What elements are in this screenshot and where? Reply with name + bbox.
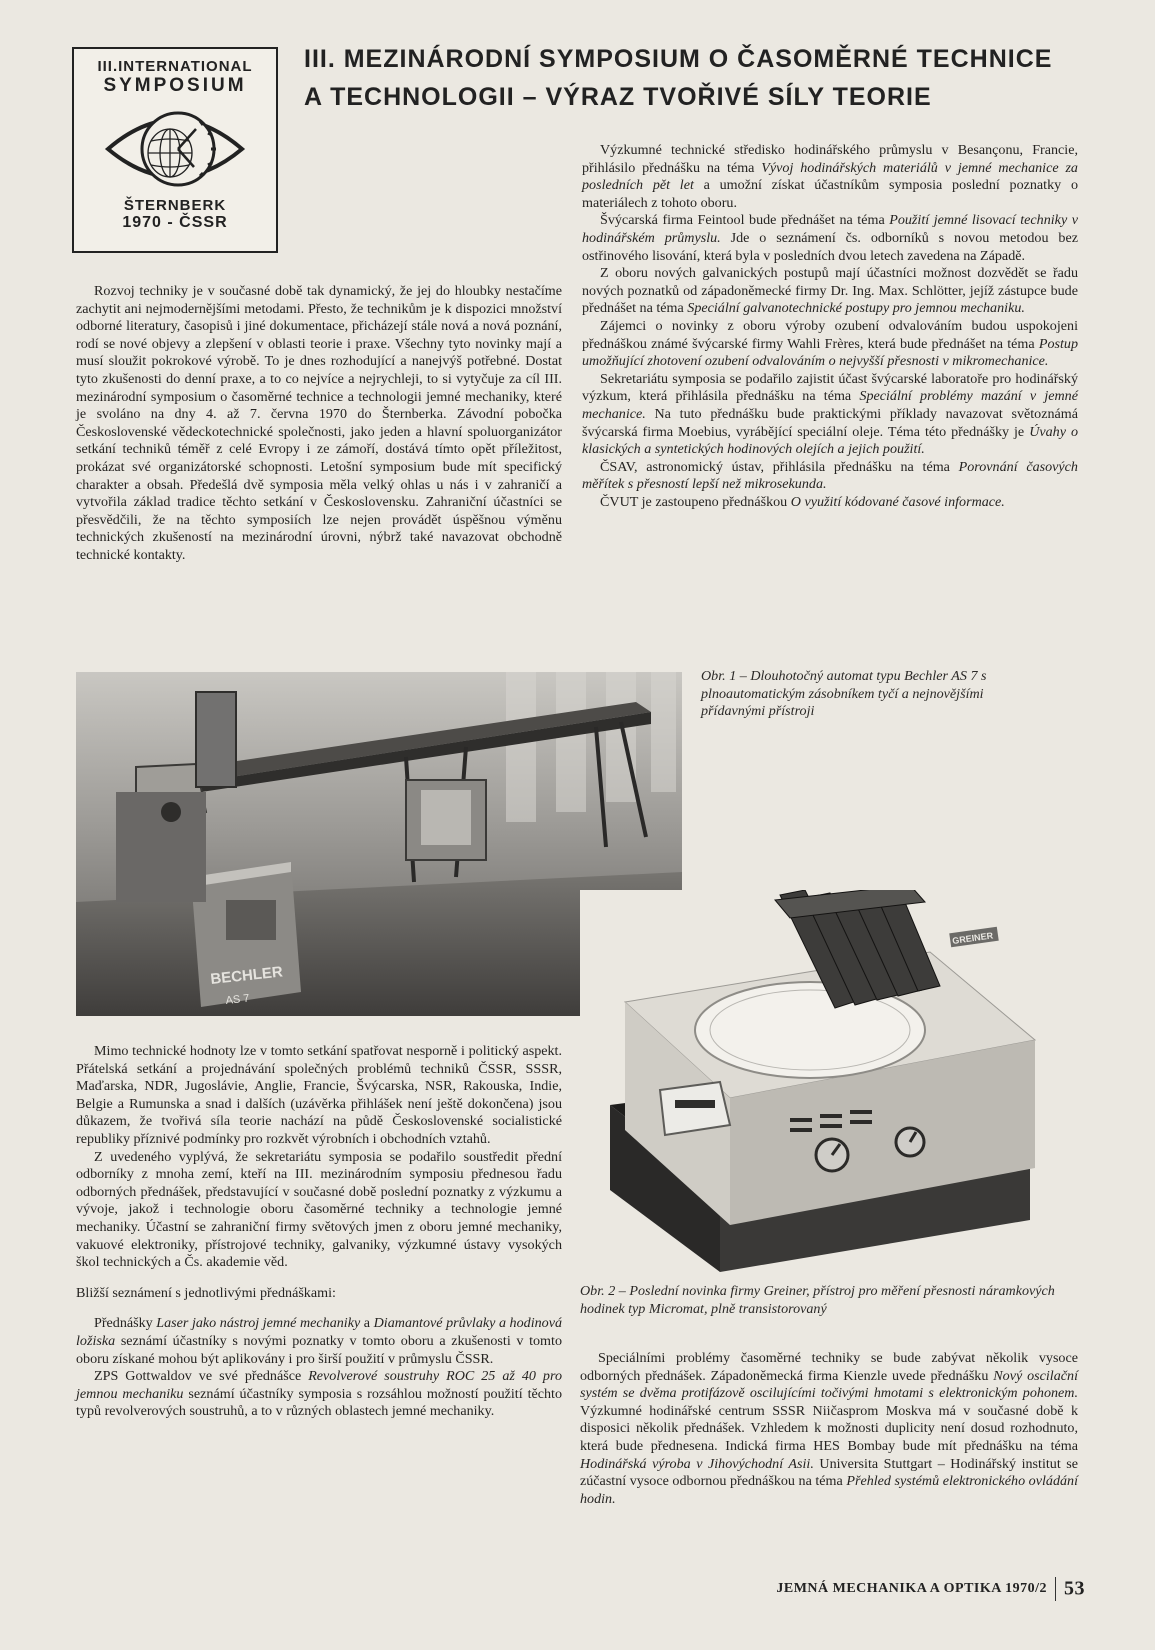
text-span: ZPS Gottwaldov ve své přednášce xyxy=(94,1368,309,1385)
machine-brand-label: BECHLER xyxy=(209,963,284,988)
right-column-top xyxy=(582,142,1078,511)
lecture-paragraph xyxy=(582,318,1078,371)
text-span: a umožní získat účastníkům symposia poslední poznatky o materiálech z tohoto oboru. xyxy=(582,177,1078,211)
text-span: Z oboru nových galvanických postupů mají účastníci možnost dozvědět se řadu nových poznatků od západoněmecké firmy Dr. Ing. Max. Schlötter, jejíž zástupce bude přednášet na téma xyxy=(582,265,1078,317)
lecture-paragraph xyxy=(582,142,1078,212)
eye-globe-clock-icon xyxy=(100,97,250,197)
lecture-title: Postup umožňující zhotovení ozubení odvalováním o nejvyšší přesnosti v mikromechanice. xyxy=(582,335,1078,370)
figure-1-caption: Obr. 1 – Dlouhotočný automat typu Bechler AS 7 s plnoautomatickým zásobníkem tyčí a nejnovějšími přídavnými přístroji xyxy=(701,668,987,720)
lecture-paragraph xyxy=(582,265,1078,318)
lecture-paragraph xyxy=(582,371,1078,459)
text-span: Zájemci o novinky z oboru výroby ozubení odvalováním budou uspokojeni přednáškou známé švýcarské firmy Wahli Frères, která bude přednášet na téma xyxy=(582,317,1078,352)
left-column-bottom xyxy=(76,1043,562,1421)
text-span: ČSAV, astronomický ústav, přihlásila přednášku na téma xyxy=(600,458,959,475)
text-span: Speciálními problémy časoměrné techniky se bude zabývat několik vysoce odborných přednášek. Západoněmecká firma Kienzle uvede přednášku xyxy=(580,1350,1078,1384)
left-column-top xyxy=(76,283,562,565)
lecture-paragraph xyxy=(582,494,1078,512)
text-span: Sekretariátu symposia se podařilo zajistit účast švýcarské laboratoře pro hodinářský výzkum, která přihlásila přednášku na téma xyxy=(582,370,1078,405)
logo-line-3: ŠTERNBERK xyxy=(123,197,227,214)
lecture-title: Speciální problémy mazání v jemné mechanice. xyxy=(582,388,1078,422)
lecture-paragraph xyxy=(582,459,1078,494)
lecture-title: Použití jemné lisovací techniky v hodinářském průmyslu. xyxy=(582,212,1078,246)
lecture-title: Porovnání časových měřítek s přesností lepší než mikrosekunda. xyxy=(582,458,1078,493)
lecture-title: Speciální galvanotechnické postupy pro jemnou mechaniku. xyxy=(687,300,1025,317)
lecture-title: Hodinářská výroba v Jihovýchodní Asii. xyxy=(580,1455,814,1472)
headline-line-2: A TECHNOLOGII – VÝRAZ TVOŘIVÉ SÍLY TEORIE xyxy=(304,83,932,111)
article-headline xyxy=(304,40,1094,116)
text-span: seznámí účastníky s novými poznatky v tomto oboru a zkušenosti v tomto oboru získané mohou být aplikovány i pro širší použití v průmyslu ČSSR. xyxy=(76,1332,562,1367)
lecture-title: Diamantové průvlaky a hodinová ložiska xyxy=(76,1315,563,1349)
text-span: ČVUT je zastoupeno přednáškou xyxy=(600,493,791,510)
journal-name: JEMNÁ MECHANIKA A OPTIKA 1970/2 xyxy=(776,1581,1047,1597)
symposium-logo xyxy=(72,47,278,253)
text-span: Přednášky xyxy=(94,1315,157,1332)
footer-divider xyxy=(1055,1577,1056,1601)
laser-lecture-paragraph xyxy=(76,1315,562,1368)
text-span: Výzkumné hodinářské centrum SSSR Niičasprom Moskva má v současné době k disposici několik přednášek. Vzhledem k možnosti duplicity není dosud rozhodnuto, která bude přednesena. Indická firma HES Bombay bude mít přednášku na téma xyxy=(580,1402,1078,1454)
text-span: Universita Stuttgart – Hodinářský institut se zúčastní vysoce odbornou přednáškou na téma xyxy=(580,1455,1079,1490)
lecture-title: Nový oscilační systém se dvěma protifázově oscilujícími točivými hmotami s elektronickým pohonem. xyxy=(580,1367,1078,1402)
text-span: Švýcarská firma Feintool bude přednášet na téma xyxy=(600,212,890,229)
text-span: Na tuto přednášku bude praktickými příklady navazovat světoznámá švýcarská firma Moebius, vyrábějící speciální oleje. Téma této přednášky je xyxy=(582,405,1078,440)
lecture-title: O využití kódované časové informace. xyxy=(790,493,1005,510)
micromat-device-photo xyxy=(580,890,1095,1275)
politics-paragraph: Mimo technické hodnoty lze v tomto setkání spatřovat nesporně i politický aspekt. Přátelská setkání a projednávání společných problémů techniků ČSSR, SSSR, Maďarska, NDR, Jugoslávie, Anglie, Francie, Švýcarska, NSR, Rakouska, Indie, Belgie a Rumunska a snad i dalších (uzávěrka přihlášek není ještě dokončena) jsou důkazem, že tvořivá síla teorie nachází na půdě Československé socialistické republiky příznivé podmínky pro rozkvět výrobních i obchodních vztahů. xyxy=(76,1043,562,1147)
logo-line-1: III.INTERNATIONAL xyxy=(97,58,253,75)
right-column-bottom xyxy=(580,1350,1078,1508)
logo-line-2: SYMPOSIUM xyxy=(103,75,247,96)
page-footer xyxy=(776,1577,1085,1601)
figure-2-caption: Obr. 2 – Poslední novinka firmy Greiner, přístroj pro měření přesnosti náramkových hodinek typ Micromat, plně transistorovaný xyxy=(580,1283,1055,1317)
machine-model-label: AS 7 xyxy=(225,992,251,1007)
photo-greiner-micromat xyxy=(580,890,1095,1275)
lecture-title: Vývoj hodinářských materiálů v jemné mechanice za posledních pět let xyxy=(582,159,1078,194)
page-number: 53 xyxy=(1064,1577,1085,1600)
device-brand-label: GREINER xyxy=(951,930,994,947)
text-span: Výzkumné technické středisko hodinářského průmyslu v Besançonu, Francie, přihlásilo přednášku na téma xyxy=(582,142,1078,176)
summary-paragraph: Z uvedeného vyplývá, že sekretariátu symposia se podařilo soustředit přední odborníky z mnoha zemí, kteří na III. mezinárodním symposiu přednesou řadu odborných přednášek, představující v současné době poslední poznatky z výzkumu a vývoje, jakož i technologie oboru časoměrné techniky a technologie jemné mechaniky. Účastní se zahraniční firmy světových jmen z oboru jemné mechaniky, vakuové elektroniky, přístrojové techniky, galvaniky, výzkumné ústavy vysokých škol technických a Čs. akademie věd. xyxy=(76,1148,562,1271)
lecture-paragraph xyxy=(582,212,1078,265)
lecture-title: Úvahy o klasických a syntetických hodinových olejích a jejich použití. xyxy=(582,423,1078,458)
lecture-title: Přehled systémů elektronického ovládání hodin. xyxy=(580,1473,1078,1507)
headline-line-1: III. MEZINÁRODNÍ SYMPOSIUM O ČASOMĚRNÉ TECHNICE xyxy=(304,45,1053,73)
zps-lecture-paragraph xyxy=(76,1368,562,1421)
text-span: seznámí účastníky symposia s rozsáhlou možností použití těchto typů revolverových soustruhů, a to v různých oblastech jemné mechaniky. xyxy=(76,1385,562,1420)
lecture-title: Laser jako nástroj jemné mechaniky xyxy=(156,1315,361,1332)
intro-paragraph: Rozvoj techniky je v současné době tak dynamický, že jej do hloubky nestačíme zachytit ani nejmodernějšími metodami. Přesto, že technikům je k dispozici množství odborné literatury, časopisů i jiné dokumentace, přicházejí stále nová a nová poznání, rodí se nové objevy a zlepšení v oblasti teorie i praxe. Všechny tyto novinky mají a musí sloužit pokrokové výrobě. To je dnes rozhodující a nanejvýš potřebné. Dostat tyto zkušenosti do denní praxe, a to co nejvíce a nejrychleji, to si vytyčuje za cíl III. mezinárodní symposium o časoměrné technice a technologii jemné mechaniky, které je svoláno na dny 4. až 7. června 1970 do Šternberka. Závodní pobočka Československé vědeckotechnické společnosti, jako jeden a hlavní spoluorganizátor setkání techniků téměř z celé Evropy i ze zámoří, dostává tímto opět příležitost, prokázat své organizátorské schopnosti. Letošní symposium bude mít specifický charakter a obsah. Předešlá dvě symposia měla velký ohlas u nás i v zahraničí a vytvořila základ tradice těchto setkání v Československu. Zahraniční účastníci se přesvědčili, že na těchto symposiích lze nejen provádět úspěšnou výměnu technických zkušeností na mezinárodní úrovni, nýbrž také navazovat obchodně technické kontakty. xyxy=(76,283,562,563)
text-span: a xyxy=(360,1315,374,1332)
lecture-title: Revolverové soustruhy ROC 25 až 40 pro jemnou mechaniku xyxy=(76,1368,562,1402)
lectures-intro: Bližší seznámení s jednotlivými přednáškami: xyxy=(76,1284,336,1301)
special-problems-paragraph xyxy=(580,1350,1078,1508)
logo-line-4: 1970 - ČSSR xyxy=(122,214,228,231)
text-span: Jde o seznámení čs. odborníků s novou metodou bez ostřinového lisování, která byla v posledních dvou letech zavedena na Západě. xyxy=(582,229,1078,264)
